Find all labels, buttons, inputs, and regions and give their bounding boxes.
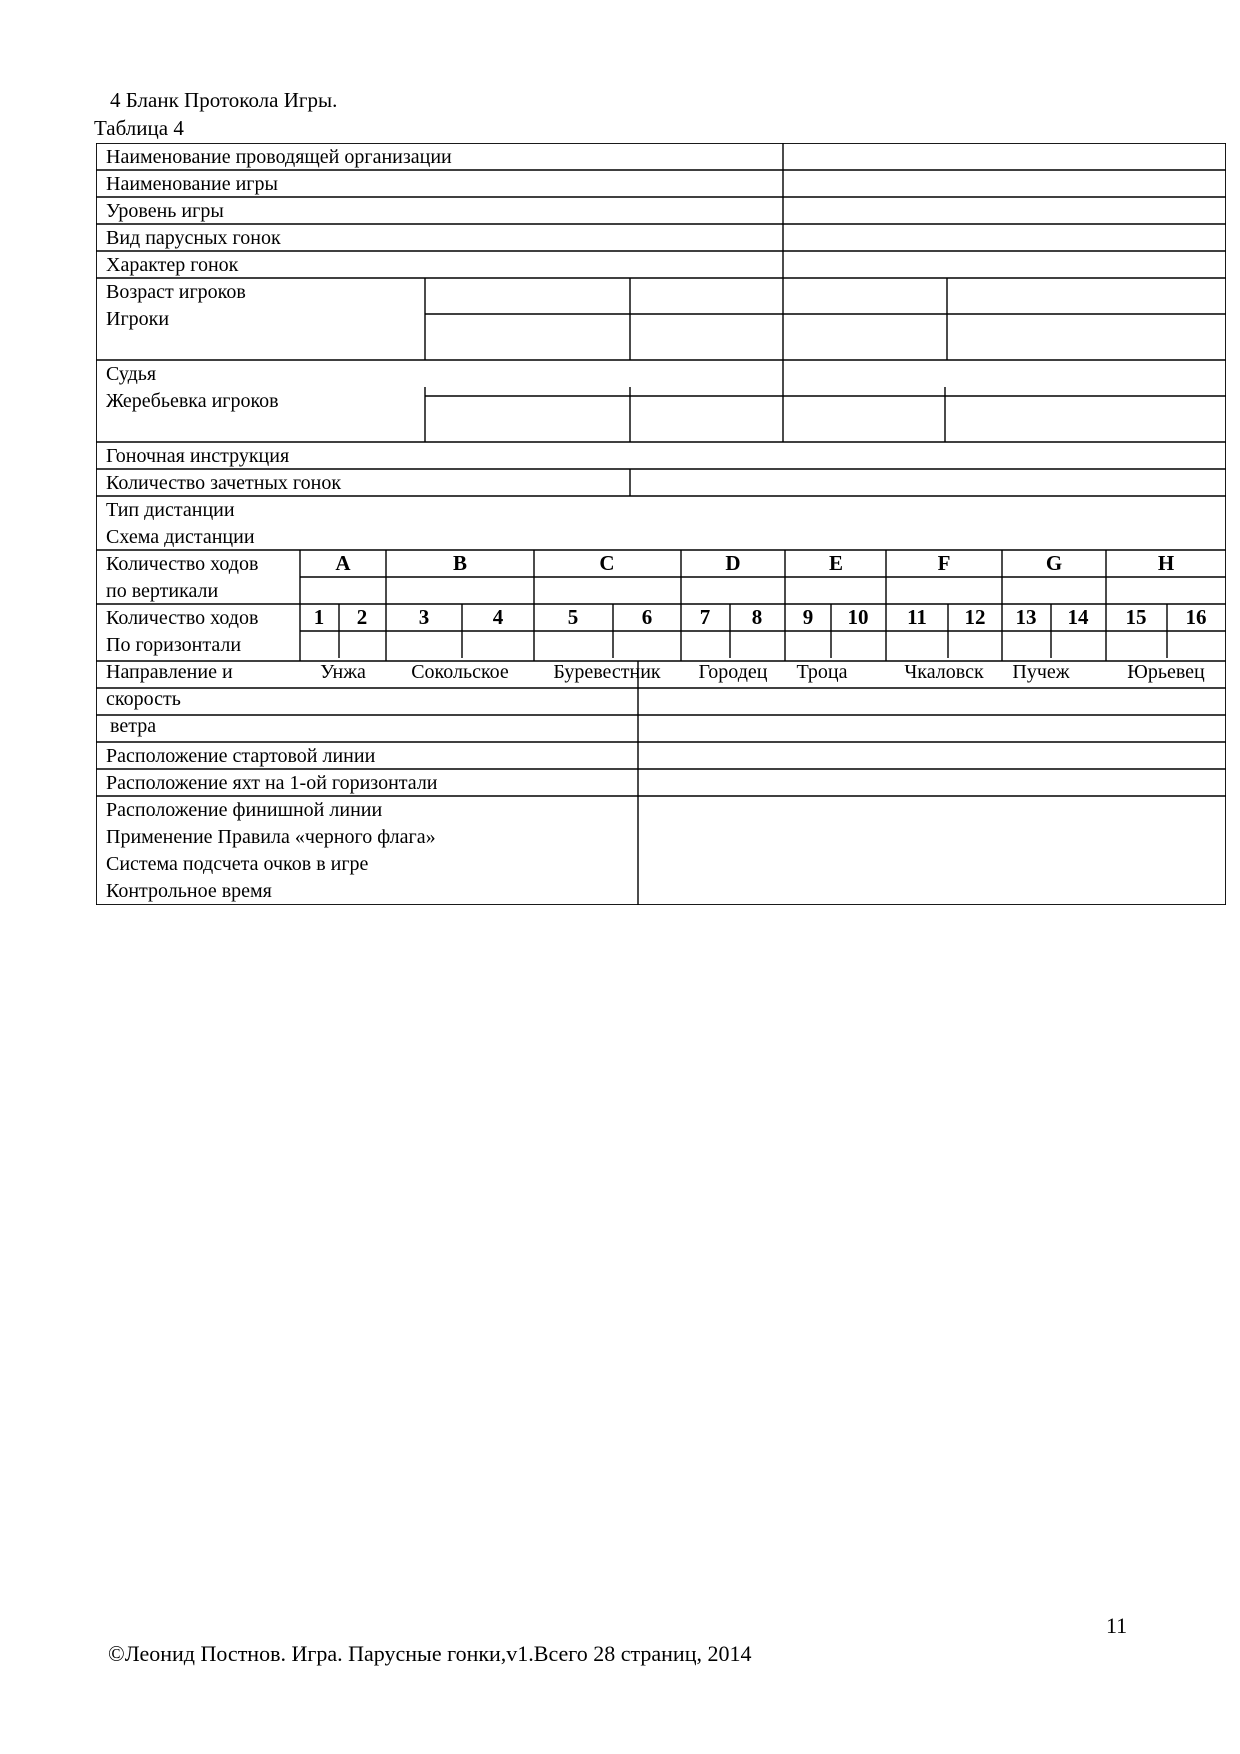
number-2: 2 [356,605,368,629]
label-race-instruction: Гоночная инструкция [106,445,290,467]
label-wind-1: Направление и [106,661,233,683]
label-start-line: Расположение стартовой линии [106,745,376,767]
number-3: 3 [418,605,430,629]
label-vertical-moves-1: Количество ходов [106,553,259,575]
number-6: 6 [641,605,653,629]
number-5: 5 [567,605,579,629]
page-number: 11 [1106,1613,1128,1638]
label-scored-races: Количество зачетных гонок [106,472,342,494]
number-16: 16 [1185,605,1207,629]
label-draw: Жеребьевка игроков [106,390,279,412]
label-scoring-system: Система подсчета очков в игре [106,853,369,875]
label-black-flag: Применение Правила «черного флага» [106,826,436,848]
number-13: 13 [1015,605,1037,629]
place-yurievets: Юрьевец [1127,661,1205,683]
letter-d: D [725,551,741,575]
document-heading: 4 Бланк Протокола Игры. [110,88,338,112]
vertical-letters [335,551,1174,575]
place-gorodets: Городец [698,661,768,683]
letter-a: A [335,551,351,575]
number-10: 10 [847,605,869,629]
label-race-character: Характер гонок [106,254,239,276]
label-distance-type: Тип дистанции [106,499,235,521]
place-chkalovsk: Чкаловск [904,661,984,683]
number-14: 14 [1067,605,1089,629]
letter-b: B [452,551,468,575]
place-burevestnik: Буревестник [553,661,661,683]
place-puchezh: Пучеж [1012,661,1070,683]
place-unzha: Унжа [320,661,366,683]
number-8: 8 [751,605,763,629]
label-distance-scheme: Схема дистанции [106,526,255,548]
label-finish-line: Расположение финишной линии [106,799,383,821]
number-1: 1 [313,605,325,629]
label-game-level: Уровень игры [106,200,224,222]
label-game-name: Наименование игры [106,173,278,195]
label-race-type: Вид парусных гонок [106,227,281,249]
label-horizontal-moves-2: По горизонтали [106,634,242,656]
number-12: 12 [964,605,986,629]
number-15: 15 [1125,605,1147,629]
horizontal-numbers [314,605,1207,629]
wind-places [320,661,1205,683]
letter-f: F [937,551,951,575]
number-11: 11 [907,605,927,629]
letter-e: E [828,551,844,575]
number-9: 9 [802,605,814,629]
place-trotsa: Троца [796,661,848,683]
label-vertical-moves-2: по вертикали [106,580,219,602]
label-wind-3: ветра [110,715,157,737]
letter-h: H [1157,551,1175,575]
number-4: 4 [492,605,504,629]
place-sokolskoe: Сокольское [411,661,509,683]
label-judge: Судья [106,363,157,385]
row-labels [106,146,452,902]
table-caption: Таблица 4 [94,116,184,140]
label-org: Наименование проводящей организации [106,146,452,168]
letter-g: G [1045,551,1063,575]
number-7: 7 [699,605,711,629]
label-wind-2: скорость [106,688,181,710]
label-yachts-first-horizontal: Расположение яхт на 1-ой горизонтали [106,772,438,794]
label-players: Игроки [106,308,170,330]
label-time-limit: Контрольное время [106,880,272,902]
page-footer: ©Леонид Постнов. Игра. Парусные гонки,v1.Всего 28 страниц, 2014 [108,1641,752,1666]
protocol-form-table [96,143,1226,905]
letter-c: C [599,551,615,575]
label-horizontal-moves-1: Количество ходов [106,607,259,629]
label-players-age: Возраст игроков [106,281,246,303]
